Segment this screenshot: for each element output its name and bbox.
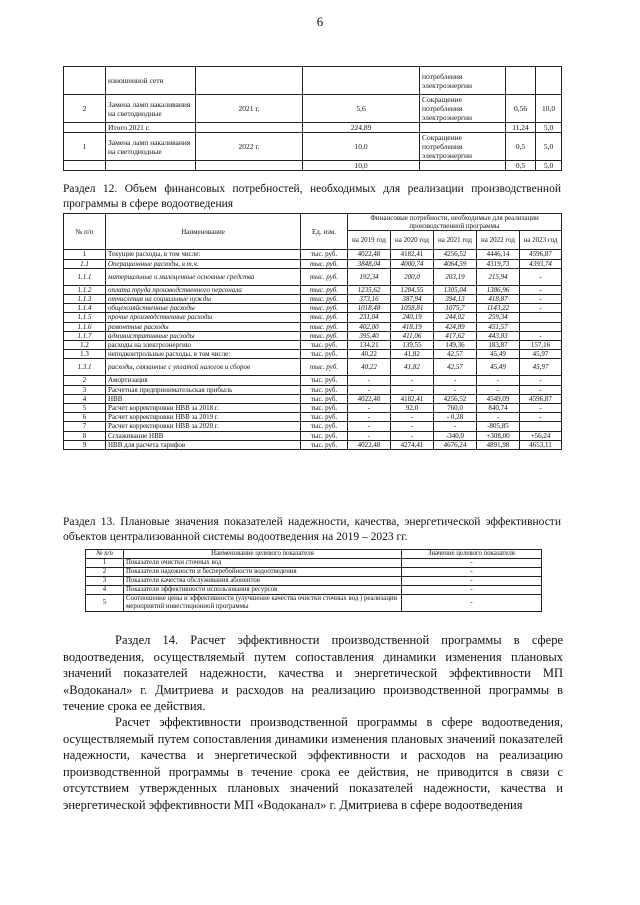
- row-number: 1.3: [64, 350, 106, 359]
- row-value: 92,0: [391, 404, 434, 413]
- row-name: Сглаживание НВВ: [106, 431, 301, 440]
- row-unit: тыс. руб.: [301, 376, 348, 385]
- row-value: -: [434, 376, 477, 385]
- row-value: 4891,98: [477, 440, 520, 449]
- row-value: 394,13: [434, 295, 477, 304]
- page-number: 6: [316, 14, 324, 29]
- row-value: 1075,7: [434, 304, 477, 313]
- row-value: 203,19: [434, 268, 477, 285]
- section-14-paragraph: Расчет эффективности производственной программы в сфере водоотведения, осуществляемый путем сопоставления динамики изменения плановых значений показателей надежности, качества и энергетической эффективности и расходов на реализацию производственной программы в течение срока ее действия, не приводится в связи с отсутствием утвержденных плановых значений показателей надежности, качества и энергетической эффективности МП «Водоканал» г. Дмитриева в сфере водоотведения: [63, 715, 563, 812]
- row-value: -: [391, 422, 434, 431]
- row-number: 1.1.1: [64, 268, 106, 285]
- col-name-header: Наименование целевого показателя: [124, 550, 402, 559]
- table-row: [64, 322, 562, 331]
- row-number: 5: [64, 404, 106, 413]
- row-unit: тыс. руб.: [301, 359, 348, 376]
- section-12-heading: Раздел 12. Объем финансовых потребностей, необходимых для реализации производственной программы в сфере водоотведения: [63, 183, 561, 210]
- indicator-value: -: [402, 595, 542, 612]
- row-value: 4676,24: [434, 440, 477, 449]
- table-row: [64, 313, 562, 322]
- row-unit: тыс. руб.: [301, 422, 348, 431]
- row-value: +308,00: [477, 431, 520, 440]
- row-value: 4596,87: [520, 250, 562, 259]
- row-name: общехозяйственные расходы: [106, 304, 301, 313]
- indicator-value: -: [402, 568, 542, 577]
- row-value: 42,57: [434, 359, 477, 376]
- row-unit: тыс. руб.: [301, 322, 348, 331]
- row-number: 1.1.7: [64, 331, 106, 340]
- table-row: [64, 376, 562, 385]
- row-value: 4319,73: [477, 259, 520, 268]
- row-value: -: [520, 385, 562, 394]
- measure-value: 5,6: [303, 95, 420, 123]
- row-value: 411,06: [391, 331, 434, 340]
- row-value: -: [348, 404, 391, 413]
- row-number: 8: [64, 431, 106, 440]
- row-value: 4274,41: [391, 440, 434, 449]
- measure-year: [196, 67, 303, 95]
- row-value: 4549,09: [477, 394, 520, 403]
- row-value: 41,82: [391, 350, 434, 359]
- row-number: 3: [64, 385, 106, 394]
- row-name: Расчет корректировки НВВ за 2018 г.: [106, 404, 301, 413]
- indicator-name: Показатели надежности и бесперебойности водоотведения: [124, 568, 402, 577]
- row-value: 373,16: [348, 295, 391, 304]
- row-unit: тыс. руб.: [301, 350, 348, 359]
- row-value: [520, 322, 562, 331]
- measure-name: Замена ламп накаливания на светодиодные: [106, 95, 196, 123]
- row-value: 41,82: [391, 359, 434, 376]
- row-number: 4: [64, 394, 106, 403]
- row-value: 443,83: [477, 331, 520, 340]
- row-value: -: [348, 385, 391, 394]
- col-no-header: № п/п: [86, 550, 124, 559]
- table-row: [64, 161, 562, 171]
- col-name-header: Наименование: [106, 214, 301, 250]
- table-row: [64, 259, 562, 268]
- row-value: 1058,81: [391, 304, 434, 313]
- row-value: 4064,59: [434, 259, 477, 268]
- row-value: 259,34: [477, 313, 520, 322]
- row-name: Операционные расходы, в т.ч.: [106, 259, 301, 268]
- row-value: 387,94: [391, 295, 434, 304]
- row-value: 4022,48: [348, 250, 391, 259]
- col-group-header: Финансовые потребности, необходимые для реализации производственной программы: [348, 214, 562, 231]
- row-value: 45,49: [477, 359, 520, 376]
- row-value: -: [520, 304, 562, 313]
- row-value: 451,57: [477, 322, 520, 331]
- row-name: Текущие расходы, в том числе:: [106, 250, 301, 259]
- row-value: 139,55: [391, 341, 434, 350]
- table-row: [64, 250, 562, 259]
- target-indicators-table: [85, 549, 542, 612]
- row-value: -: [434, 385, 477, 394]
- table-row: [64, 413, 562, 422]
- table-row: [64, 285, 562, 294]
- row-value: 1305,04: [434, 285, 477, 294]
- measure-value: 10,0: [303, 133, 420, 161]
- row-number: 4: [86, 586, 124, 595]
- row-unit: тыс. руб.: [301, 413, 348, 422]
- table-row: [86, 595, 542, 612]
- row-value: 417,62: [434, 331, 477, 340]
- row-number: 1.1: [64, 259, 106, 268]
- row-unit: тыс. руб.: [301, 385, 348, 394]
- row-number: 5: [86, 595, 124, 612]
- row-value: -: [520, 376, 562, 385]
- row-number: 2: [64, 95, 106, 123]
- row-number: [64, 67, 106, 95]
- indicator-value: -: [402, 559, 542, 568]
- table-row: [64, 350, 562, 359]
- row-unit: тыс. руб.: [301, 285, 348, 294]
- row-value: -: [348, 422, 391, 431]
- row-name: ремонтные расходы: [106, 322, 301, 331]
- row-number: 1.1.3: [64, 295, 106, 304]
- row-value: 45,49: [477, 350, 520, 359]
- year-header: на 2021 год: [434, 231, 477, 250]
- row-number: [64, 161, 106, 171]
- indicator-name: Показатели качества обслуживания абонентов: [124, 577, 402, 586]
- row-value: -: [391, 413, 434, 422]
- row-name: расходы на электроэнергию: [106, 341, 301, 350]
- table-row: [64, 394, 562, 403]
- row-number: 1: [64, 133, 106, 161]
- table-row: [64, 95, 562, 123]
- row-value: 424,89: [434, 322, 477, 331]
- row-name: административные расходы: [106, 331, 301, 340]
- measure-effect: потребления электроэнергии: [420, 67, 506, 95]
- row-value: -: [391, 431, 434, 440]
- row-value: 4256,52: [434, 394, 477, 403]
- table-row: [64, 123, 562, 133]
- row-value: -: [520, 268, 562, 285]
- row-number: 6: [64, 413, 106, 422]
- row-value: 4182,41: [391, 394, 434, 403]
- row-value: 40,22: [348, 350, 391, 359]
- measure-effect: Сокращение потребления электроэнергии: [420, 95, 506, 123]
- row-value: -340,0: [434, 431, 477, 440]
- row-value: 231,04: [348, 313, 391, 322]
- row-value: +56,24: [520, 431, 562, 440]
- section-14-heading: Раздел 14. Расчет эффективности производственной программы в сфере водоотведения, осуществляемый путем сопоставления динамики изменения плановых значений показателей надежности, качества и энергетической эффективности МП «Водоканал» г. Дмитриева и расходов на реализацию производственной программы в течение срока ее действия.: [63, 633, 563, 713]
- row-value: -: [477, 413, 520, 422]
- row-number: 1.3.1: [64, 359, 106, 376]
- table-row: [64, 422, 562, 431]
- row-value: -: [520, 413, 562, 422]
- row-value: -: [520, 295, 562, 304]
- table-row: [64, 304, 562, 313]
- row-name: Расчет корректировки НВВ за 2020 г.: [106, 422, 301, 431]
- row-value: 395,40: [348, 331, 391, 340]
- table-row: [64, 331, 562, 340]
- row-unit: тыс. руб.: [301, 431, 348, 440]
- row-value: 200,0: [391, 268, 434, 285]
- row-name: Расчет корректировки НВВ за 2019 г.: [106, 413, 301, 422]
- row-unit: тыс. руб.: [301, 268, 348, 285]
- row-value: 134,21: [348, 341, 391, 350]
- col-value-header: Значение целевого показателя: [402, 550, 542, 559]
- row-value: -: [348, 413, 391, 422]
- row-value: 4393,74: [520, 259, 562, 268]
- row-name: материальные и малоценные основные средства: [106, 268, 301, 285]
- row-value: [520, 313, 562, 322]
- row-value: -805,85: [477, 422, 520, 431]
- row-value: 418,19: [391, 322, 434, 331]
- row-name: Расчетная предпринимательская прибыль: [106, 385, 301, 394]
- row-name: Амортизация: [106, 376, 301, 385]
- indicator-name: Показатели очистки сточных вод: [124, 559, 402, 568]
- table-row: [86, 586, 542, 595]
- measure-payback: 5,0: [536, 133, 562, 161]
- row-name: отчисления на социальные нужды: [106, 295, 301, 304]
- financial-needs-table: [63, 213, 562, 450]
- measure-effect: Сокращение потребления электроэнергии: [420, 133, 506, 161]
- row-value: 42,57: [434, 350, 477, 359]
- measure-value: 224,89: [303, 123, 420, 133]
- row-value: 840,74: [477, 404, 520, 413]
- measure-name: [106, 161, 196, 171]
- row-value: 244,02: [434, 313, 477, 322]
- measure-name: изношенной сети: [106, 67, 196, 95]
- measure-value: [303, 67, 420, 95]
- measure-saving: [506, 67, 536, 95]
- row-number: 1.1.4: [64, 304, 106, 313]
- measure-payback: 5,0: [536, 161, 562, 171]
- measure-saving: 11,24: [506, 123, 536, 133]
- row-value: -: [391, 385, 434, 394]
- measure-year: 2021 г.: [196, 95, 303, 123]
- row-value: 4256,52: [434, 250, 477, 259]
- row-value: 45,97: [520, 359, 562, 376]
- energy-measures-table: [63, 66, 562, 171]
- row-value: 40,22: [348, 359, 391, 376]
- indicator-value: -: [402, 577, 542, 586]
- row-number: 1.1.6: [64, 322, 106, 331]
- year-header: на 2023 год: [520, 231, 562, 250]
- measure-payback: [536, 67, 562, 95]
- indicator-name: Показатели эффективности использования ресурсов: [124, 586, 402, 595]
- table-row: [64, 341, 562, 350]
- row-name: расходы, связанные с уплатой налогов и сборов: [106, 359, 301, 376]
- measure-saving: 0,5: [506, 161, 536, 171]
- col-unit-header: Ед. изм.: [301, 214, 348, 250]
- row-number: 2: [86, 568, 124, 577]
- row-name: прочие производственные расходы: [106, 313, 301, 322]
- row-value: 1235,62: [348, 285, 391, 294]
- row-unit: тыс. руб.: [301, 259, 348, 268]
- table-row: [64, 133, 562, 161]
- table-row: [86, 559, 542, 568]
- row-value: 402,00: [348, 322, 391, 331]
- row-value: 1284,55: [391, 285, 434, 294]
- row-value: -: [520, 285, 562, 294]
- row-value: 4182,41: [391, 250, 434, 259]
- row-value: 4596,87: [520, 394, 562, 403]
- row-unit: тыс. руб.: [301, 250, 348, 259]
- table-row: [64, 295, 562, 304]
- row-value: 760,0: [434, 404, 477, 413]
- row-unit: тыс. руб.: [301, 394, 348, 403]
- row-number: 1.1.5: [64, 313, 106, 322]
- row-value: 1143,22: [477, 304, 520, 313]
- row-number: 9: [64, 440, 106, 449]
- year-header: на 2022 год: [477, 231, 520, 250]
- row-value: -: [520, 404, 562, 413]
- row-value: -: [477, 385, 520, 394]
- section-13-heading: Раздел 13. Плановые значения показателей надежности, качества, энергетической эффективности объектов централизованной системы водоотведения на 2019 – 2023 гг.: [63, 516, 561, 543]
- table-row: [64, 268, 562, 285]
- row-value: -: [477, 376, 520, 385]
- row-value: 149,36: [434, 341, 477, 350]
- row-value: 4022,48: [348, 394, 391, 403]
- row-value: 1018,48: [348, 304, 391, 313]
- measure-effect: [420, 161, 506, 171]
- row-unit: тыс. руб.: [301, 304, 348, 313]
- row-value: -: [434, 422, 477, 431]
- row-number: [64, 123, 106, 133]
- table-row: [64, 431, 562, 440]
- row-number: 7: [64, 422, 106, 431]
- row-number: 2: [64, 376, 106, 385]
- row-value: -: [348, 376, 391, 385]
- measure-payback: 5,0: [536, 123, 562, 133]
- measure-saving: 0,5: [506, 133, 536, 161]
- table-row: [86, 568, 542, 577]
- year-header: на 2019 год: [348, 231, 391, 250]
- row-unit: тыс. руб.: [301, 440, 348, 449]
- measure-year: [196, 123, 303, 133]
- table-row: [86, 577, 542, 586]
- measure-name: Замена ламп накаливания на светодиодные: [106, 133, 196, 161]
- row-name: НВВ: [106, 394, 301, 403]
- row-value: 183,87: [477, 341, 520, 350]
- table-row: [64, 385, 562, 394]
- row-value: 192,34: [348, 268, 391, 285]
- row-value: 157,16: [520, 341, 562, 350]
- measure-effect: [420, 123, 506, 133]
- measure-value: 10,0: [303, 161, 420, 171]
- row-value: - 0,28: [434, 413, 477, 422]
- row-value: [520, 422, 562, 431]
- row-number: 3: [86, 577, 124, 586]
- row-name: НВВ для расчета тарифов: [106, 440, 301, 449]
- row-value: 4000,74: [391, 259, 434, 268]
- row-unit: тыс. руб.: [301, 313, 348, 322]
- measure-year: [196, 161, 303, 171]
- row-value: 4653,11: [520, 440, 562, 449]
- table-row: [64, 67, 562, 95]
- row-value: -: [391, 376, 434, 385]
- row-name: неподконтрольные расходы, в том числе:: [106, 350, 301, 359]
- table-row: [64, 404, 562, 413]
- table-row: [64, 359, 562, 376]
- measure-year: 2022 г.: [196, 133, 303, 161]
- row-value: -: [520, 331, 562, 340]
- row-value: 4022,48: [348, 440, 391, 449]
- measure-name: Итого 2021 г.: [106, 123, 196, 133]
- row-unit: тыс. руб.: [301, 295, 348, 304]
- row-value: 3848,04: [348, 259, 391, 268]
- row-unit: тыс. руб.: [301, 341, 348, 350]
- row-value: 4446,14: [477, 250, 520, 259]
- measure-saving: 0,56: [506, 95, 536, 123]
- row-value: 45,97: [520, 350, 562, 359]
- row-number: 1.1.2: [64, 285, 106, 294]
- table-row: [64, 440, 562, 449]
- row-number: 1: [86, 559, 124, 568]
- row-name: оплата труда производственного персонала: [106, 285, 301, 294]
- row-number: 1.2: [64, 341, 106, 350]
- measure-payback: 10,0: [536, 95, 562, 123]
- row-number: 1: [64, 250, 106, 259]
- row-unit: тыс. руб.: [301, 331, 348, 340]
- indicator-name: Соотношение цены и эффективности (улучшение качества очистки сточных вод ) реализации мероприятий инвестиционной программы: [124, 595, 402, 612]
- row-value: 240,19: [391, 313, 434, 322]
- year-header: на 2020 год: [391, 231, 434, 250]
- row-value: 215,94: [477, 268, 520, 285]
- row-unit: тыс. руб.: [301, 404, 348, 413]
- indicator-value: -: [402, 586, 542, 595]
- col-no-header: № п/п: [64, 214, 106, 250]
- row-value: 418,87: [477, 295, 520, 304]
- row-value: -: [348, 431, 391, 440]
- row-value: 1386,96: [477, 285, 520, 294]
